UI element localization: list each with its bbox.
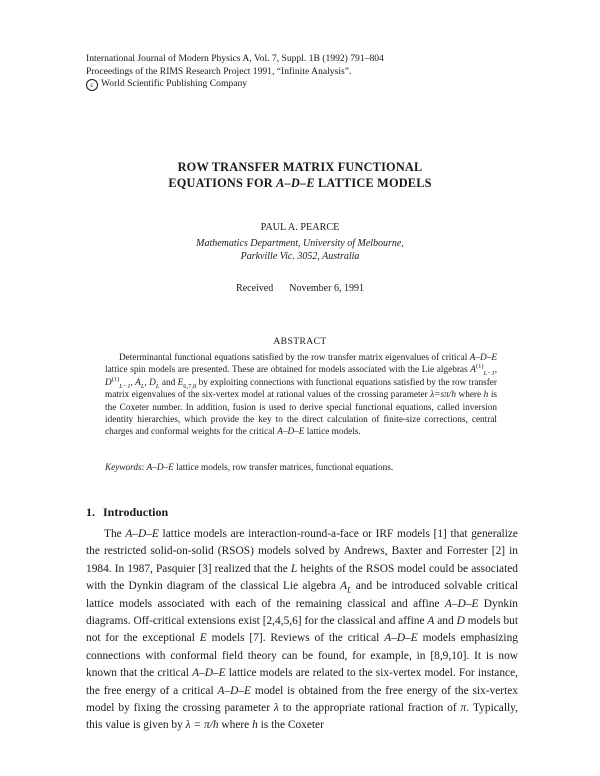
section-heading [86,505,168,520]
author-affiliation [0,237,600,263]
affiliation-line-2: Parkville Vic. 3052, Australia [240,251,360,262]
introduction-paragraph: The A–D–E lattice models are interaction-round-a-face or IRF models [1] that generalize the restricted solid-on-solid (RSOS) models solved by Andrews, Baxter and Forrester [2] in 1984. In 1987, Pasquier [3] realized that the L heights of the RSOS model could be associated with the Dynkin diagram of the classical Lie algebra $A_L$ and be introduced solvable critical lattice models associated with each of the remaining classical and affine A–D–E Dynkin diagrams. Off-critical extensions exist [2,4,5,6] for the classical and affine A and D models but not for the exceptional E models [7]. Reviews of the critical A–D–E models emphasizing connections with conformal field theory can be found, for example, in [8,9,10]. It is now known that the critical A–D–E lattice models are related to the six-vertex model. For instance, the free energy of a critical A–D–E model is obtained from the free energy of the six-vertex model by fixing the crossing parameter λ to the appropriate rational fraction of π. Typically, this value is given by λ = π/h where h is the Coxeter [86,528,519,732]
proceedings-line: Proceedings of the RIMS Research Project 1991, “Infinite Analysis”. [86,65,352,77]
title-prefix: EQUATIONS FOR [168,175,277,190]
affiliation-line-1: Mathematics Department, University of Melbourne, [196,238,404,249]
publisher-name: World Scientific Publishing Company [101,78,248,89]
copyright-line [86,78,384,91]
section-title: Introduction [103,505,169,519]
author-name: PAUL A. PEARCE [260,222,340,233]
journal-header [86,53,384,91]
journal-citation: International Journal of Modern Physics A, Vol. 7, Suppl. 1B (1992) 791–804 [86,53,384,64]
abstract-heading: ABSTRACT [273,336,327,347]
copyright-icon: c [86,79,98,91]
received-label: Received [236,283,274,294]
paper-title [0,160,600,191]
title-line-2 [0,176,600,192]
title-suffix: LATTICE MODELS [314,175,432,190]
keywords-line: Keywords: A–D–E lattice models, row transfer matrices, functional equations. [105,463,394,473]
keywords-label: Keywords [105,463,142,473]
section-number: 1. [86,505,95,519]
title-ade: A–D–E [276,175,315,190]
received-date [0,283,600,294]
received-value: November 6, 1991 [289,283,364,294]
title-line-1: ROW TRANSFER MATRIX FUNCTIONAL [177,160,423,174]
abstract-text: Determinantal functional equations satisfied by the row transfer matrix eigenvalues of critical A–D–E lattice spin models are presented. These are obtained for models associated with the Lie algebras $A^{(1)}_{L-1}$, $D^{(1)}_{L-1}$, $A_L$, $D_L$ and $E_{6,7,8}$ by exploiting connections with functional equations satisfied by the row transfer matrix eigenvalues of the six-vertex model at rational values of the crossing parameter λ=sπ/h where h is the Coxeter number. In addition, fusion is used to derive special functional equations, called inversion identity hierarchies, which provide the key to the direct calculation of finite-size corrections, central charges and conformal weights for the critical A–D–E lattice models. [105,353,498,438]
